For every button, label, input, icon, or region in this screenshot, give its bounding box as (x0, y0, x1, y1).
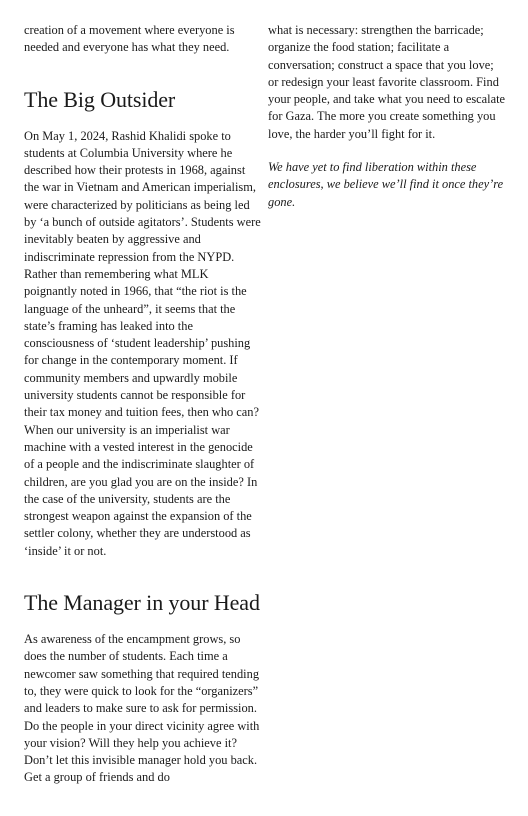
section-paragraph-manager: As awareness of the encampment grows, so does the number of students. Each time a newcomer saw something that required tending to, they were quick to look for the “organizers” and leaders to make sure to ask for permission. Do the people in your direct vicinity agree with your vision? Will they help you achieve it? Don’t let this invisible manager hold you back. Get a group of friends and do (24, 632, 260, 785)
continued-paragraph-right: what is necessary: strengthen the barricade; organize the food station; facilitate a conversation; construct a space that you love; or redesign your least favorite classroom. Find your people, and take what you need to escalate for Gaza. The more you create something you love, the harder you’ll fight for it. (268, 23, 506, 141)
section-heading-big-outsider: The Big Outsider (24, 86, 176, 112)
section-paragraph-big-outsider: On May 1, 2024, Rashid Khalidi spoke to students at Columbia University where he described how their protests in 1968, against the war in Vietnam and American imperialism, were characterized by politicians as being led by ‘a bunch of outside agitators’. Students were inevitably beaten by aggressive and indiscriminate repression from the NYPD. Rather than remembering what MLK poignantly noted in 1966, that “the riot is the language of the unheard”, it seems that the state’s framing has leaked into the consciousness of ‘student leadership’ pushing for change in the contemporary moment. If community members and upwardly mobile university students cannot be responsible for their tax money and tuition fees, then who can? When our university is an imperialist war machine with a vested interest in the genocide of a people and the indiscriminate slaughter of children, are you glad you are on the inside? In the case of the university, students are the strongest weapon against the expansion of the settler colony, whether they are understood as ‘inside’ it or not. (24, 128, 261, 558)
left-column (24, 22, 262, 787)
closing-statement (268, 159, 506, 211)
closing-statement-text: We have yet to find liberation within these enclosures, we believe we’ll find it once they’re gone. (268, 160, 504, 209)
right-column (268, 22, 506, 211)
section-heading-manager: The Manager in your Head (24, 590, 260, 616)
continued-paragraph: creation of a movement where everyone is needed and everyone has what they need. (24, 23, 235, 55)
